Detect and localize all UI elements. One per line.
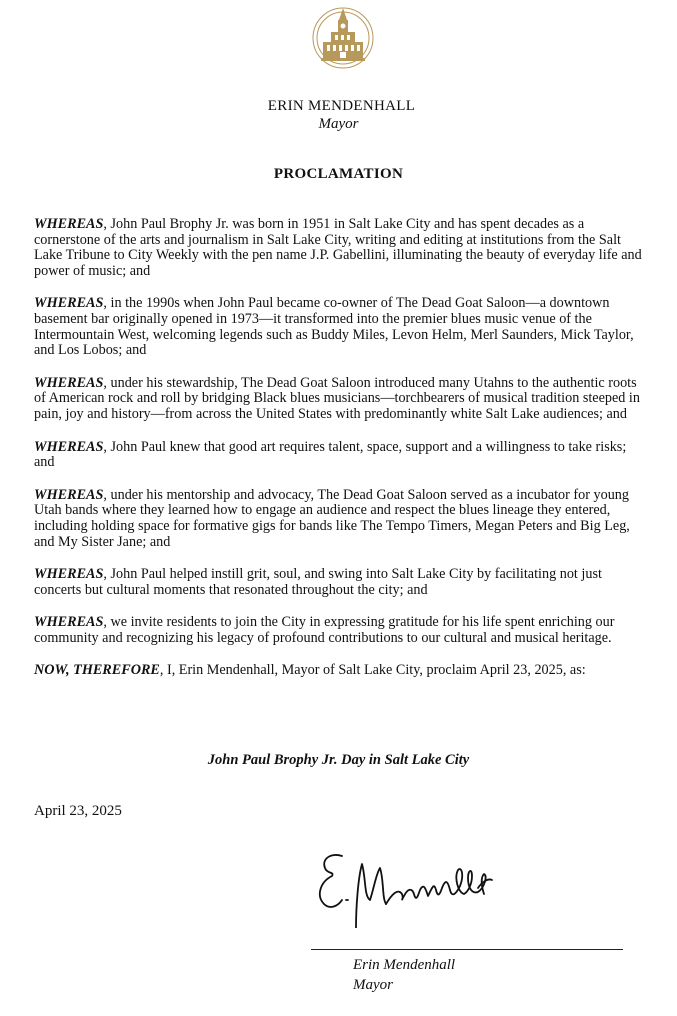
paragraph — [34, 488, 646, 550]
paragraph — [34, 663, 646, 679]
paragraph-lead: WHEREAS — [34, 374, 104, 391]
paragraph — [34, 615, 646, 646]
paragraph — [34, 440, 646, 471]
letterhead — [0, 97, 677, 133]
paragraph-lead: NOW, THEREFORE — [34, 662, 160, 679]
handwritten-signature — [312, 848, 502, 928]
paragraph-text: , under his mentorship and advocacy, The Dead Goat Saloon served as a incubator for young Utah bands where they learned how to engage an audience and respect the blues lineage they entered, including holding space for formative gigs for bands like The Tempo Timers, Megan Peters and Big Leg, and My Sister Jane; and — [34, 486, 630, 550]
paragraph-lead: WHEREAS — [34, 438, 104, 455]
signature-block — [353, 955, 455, 995]
signature-line — [311, 949, 623, 950]
paragraph-lead: WHEREAS — [34, 566, 104, 583]
paragraph-text: , John Paul Brophy Jr. was born in 1951 in Salt Lake City and has spent decades as a cornerstone of the arts and journalism in Salt Lake City, writing and editing at institutions from the Salt Lake Tribune to City Weekly with the pen name J.P. Gabellini, illuminating the beauty of everyday life and power of music; and — [34, 216, 642, 279]
paragraph-text: , we invite residents to join the City in expressing gratitude for his life spent enriching our community and recognizing his legacy of profound contributions to our cultural and musical heritage. — [34, 614, 615, 646]
paragraph — [34, 217, 646, 279]
paragraph-lead: WHEREAS — [34, 295, 104, 312]
paragraph-lead: WHEREAS — [34, 216, 104, 232]
paragraph-text: , I, Erin Mendenhall, Mayor of Salt Lake City, proclaim April 23, 2025, as: — [159, 662, 586, 679]
paragraph-text: , John Paul knew that good art requires talent, space, support and a willingness to take risks; and — [34, 438, 627, 471]
paragraph — [34, 376, 646, 423]
paragraph-lead: WHEREAS — [34, 614, 104, 631]
proclaimed-day-title: John Paul Brophy Jr. Day in Salt Lake City — [207, 752, 470, 768]
city-seal-icon — [311, 4, 375, 70]
paragraph-text: , John Paul helped instill grit, soul, and swing into Salt Lake City by facilitating not just concerts but cultural moments that resonated throughout the city; and — [34, 566, 602, 598]
paragraph-text: , in the 1990s when John Paul became co-owner of The Dead Goat Saloon—a downtown basement bar originally opened in 1973—it transformed into the premier blues music venue of the Intermountain West, welcoming legends such as Buddy Miles, Levon Helm, Merl Saunders, Mick Taylor, and Los Lobos; and — [34, 295, 634, 359]
document-title: PROCLAMATION — [273, 166, 404, 182]
signer-name: Erin Mendenhall — [353, 957, 456, 973]
mayor-title: Mayor — [318, 116, 359, 132]
paragraph — [34, 567, 646, 598]
paragraph-text: , under his stewardship, The Dead Goat Saloon introduced many Utahns to the authentic roots of American rock and roll by bridging Black blues musicians—torchbearers of musical tradition steeped in pain, joy and history—from across the United States with predominantly white Salt Lake audiences; and — [34, 374, 640, 422]
proclamation-date: April 23, 2025 — [34, 803, 122, 819]
paragraph — [34, 296, 646, 358]
mayor-name: ERIN MENDENHALL — [267, 98, 416, 114]
proclamation-body — [34, 217, 646, 696]
signer-title: Mayor — [353, 977, 393, 993]
paragraph-lead: WHEREAS — [34, 486, 104, 503]
